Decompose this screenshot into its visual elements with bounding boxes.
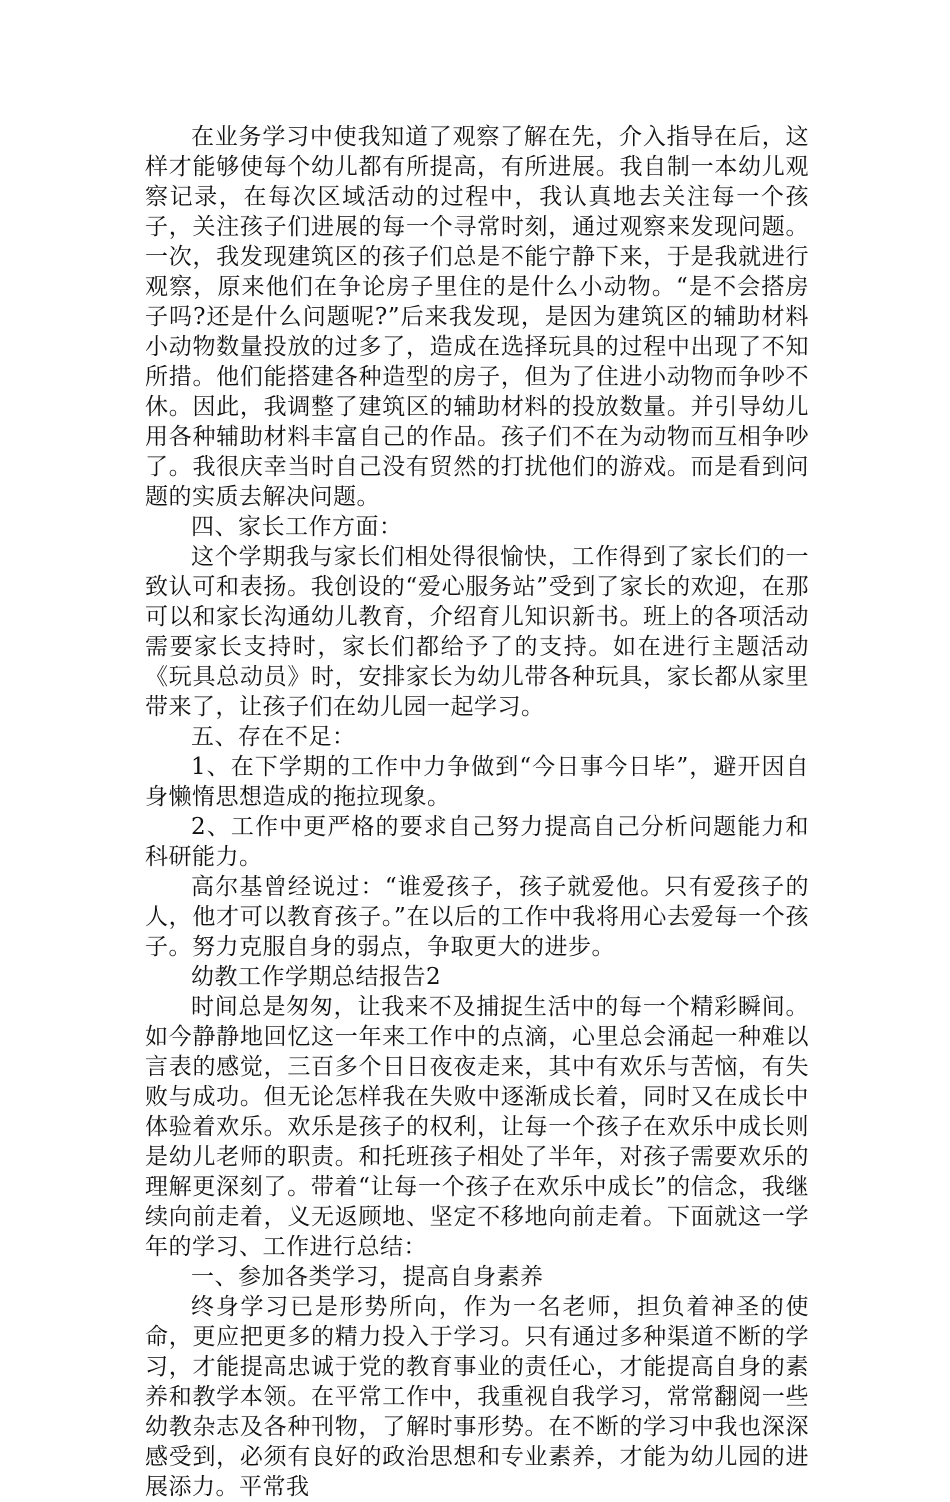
paragraph-shortcoming-1: 1、在下学期的工作中力争做到“今日事今日毕”，避开因自身懒惰思想造成的拖拉现象。 <box>145 754 809 810</box>
heading-study: 一、参加各类学习，提高自身素养 <box>191 1264 544 1290</box>
heading-shortcomings: 五、存在不足： <box>191 724 356 750</box>
paragraph-observation: 在业务学习中使我知道了观察了解在先，介入指导在后，这样才能够使每个幼儿都有所提高，有所进展。我自制一本幼儿观察记录，在每次区域活动的过程中，我认真地去关注每一个孩子，关注孩子们进展的每一个寻常时刻，通过观察来发现问题。一次，我发现建筑区的孩子们总是不能宁静下来，于是我就进行观察，原来他们在争论房子里住的是什么小动物。“是不会搭房子吗?还是什么问题呢?”后来我发现，是因为建筑区的辅助材料小动物数量投放的过多了，造成在选择玩具的过程中出现了不知所措。他们能搭建各种造型的房子，但为了住进小动物而争吵不休。因此，我调整了建筑区的辅助材料的投放数量。并引导幼儿用各种辅助材料丰富自己的作品。孩子们不在为动物而互相争吵了。我很庆幸当时自己没有贸然的打扰他们的游戏。而是看到问题的实质去解决问题。 <box>145 124 809 510</box>
heading-report-2: 幼教工作学期总结报告2 <box>191 964 442 990</box>
paragraph-time-passes: 时间总是匆匆，让我来不及捕捉生活中的每一个精彩瞬间。如今静静地回忆这一年来工作中的点滴，心里总会涌起一种难以言表的感觉，三百多个日日夜夜走来，其中有欢乐与苦恼，有失败与成功。但无论怎样我在失败中逐渐成长着，同时又在成长中体验着欢乐。欢乐是孩子的权利，让每一个孩子在欢乐中成长则是幼儿老师的职责。和托班孩子相处了半年，对孩子需要欢乐的理解更深刻了。带着“让每一个孩子在欢乐中成长”的信念，我继续向前走着，义无返顾地、坚定不移地向前走着。下面就这一学年的学习、工作进行总结： <box>145 994 809 1260</box>
paragraph-gorky-quote: 高尔基曾经说过：“谁爱孩子，孩子就爱他。只有爱孩子的人，他才可以教育孩子。”在以后的工作中我将用心去爱每一个孩子。努力克服自身的弱点，争取更大的进步。 <box>145 874 809 960</box>
paragraph-lifelong-learning: 终身学习已是形势所向，作为一名老师，担负着神圣的使命，更应把更多的精力投入于学习。只有通过多种渠道不断的学习，才能提高忠诚于党的教育事业的责任心，才能提高自身的素养和教学本领。在平常工作中，我重视自我学习，常常翻阅一些幼教杂志及各种刊物，了解时事形势。在不断的学习中我也深深感受到，必须有良好的政治思想和专业素养，才能为幼儿园的进展添力。平常我 <box>145 1294 809 1500</box>
document-body <box>145 122 809 1502</box>
heading-parent-work: 四、家长工作方面： <box>191 514 403 540</box>
paragraph-parent-work: 这个学期我与家长们相处得很愉快，工作得到了家长们的一致认可和表扬。我创设的“爱心服务站”受到了家长的欢迎，在那可以和家长沟通幼儿教育，介绍育儿知识新书。班上的各项活动需要家长支持时，家长们都给予了的支持。如在进行主题活动《玩具总动员》时，安排家长为幼儿带各种玩具，家长都从家里带来了，让孩子们在幼儿园一起学习。 <box>145 544 809 720</box>
paragraph-shortcoming-2: 2、工作中更严格的要求自己努力提高自己分析问题能力和科研能力。 <box>145 814 809 870</box>
